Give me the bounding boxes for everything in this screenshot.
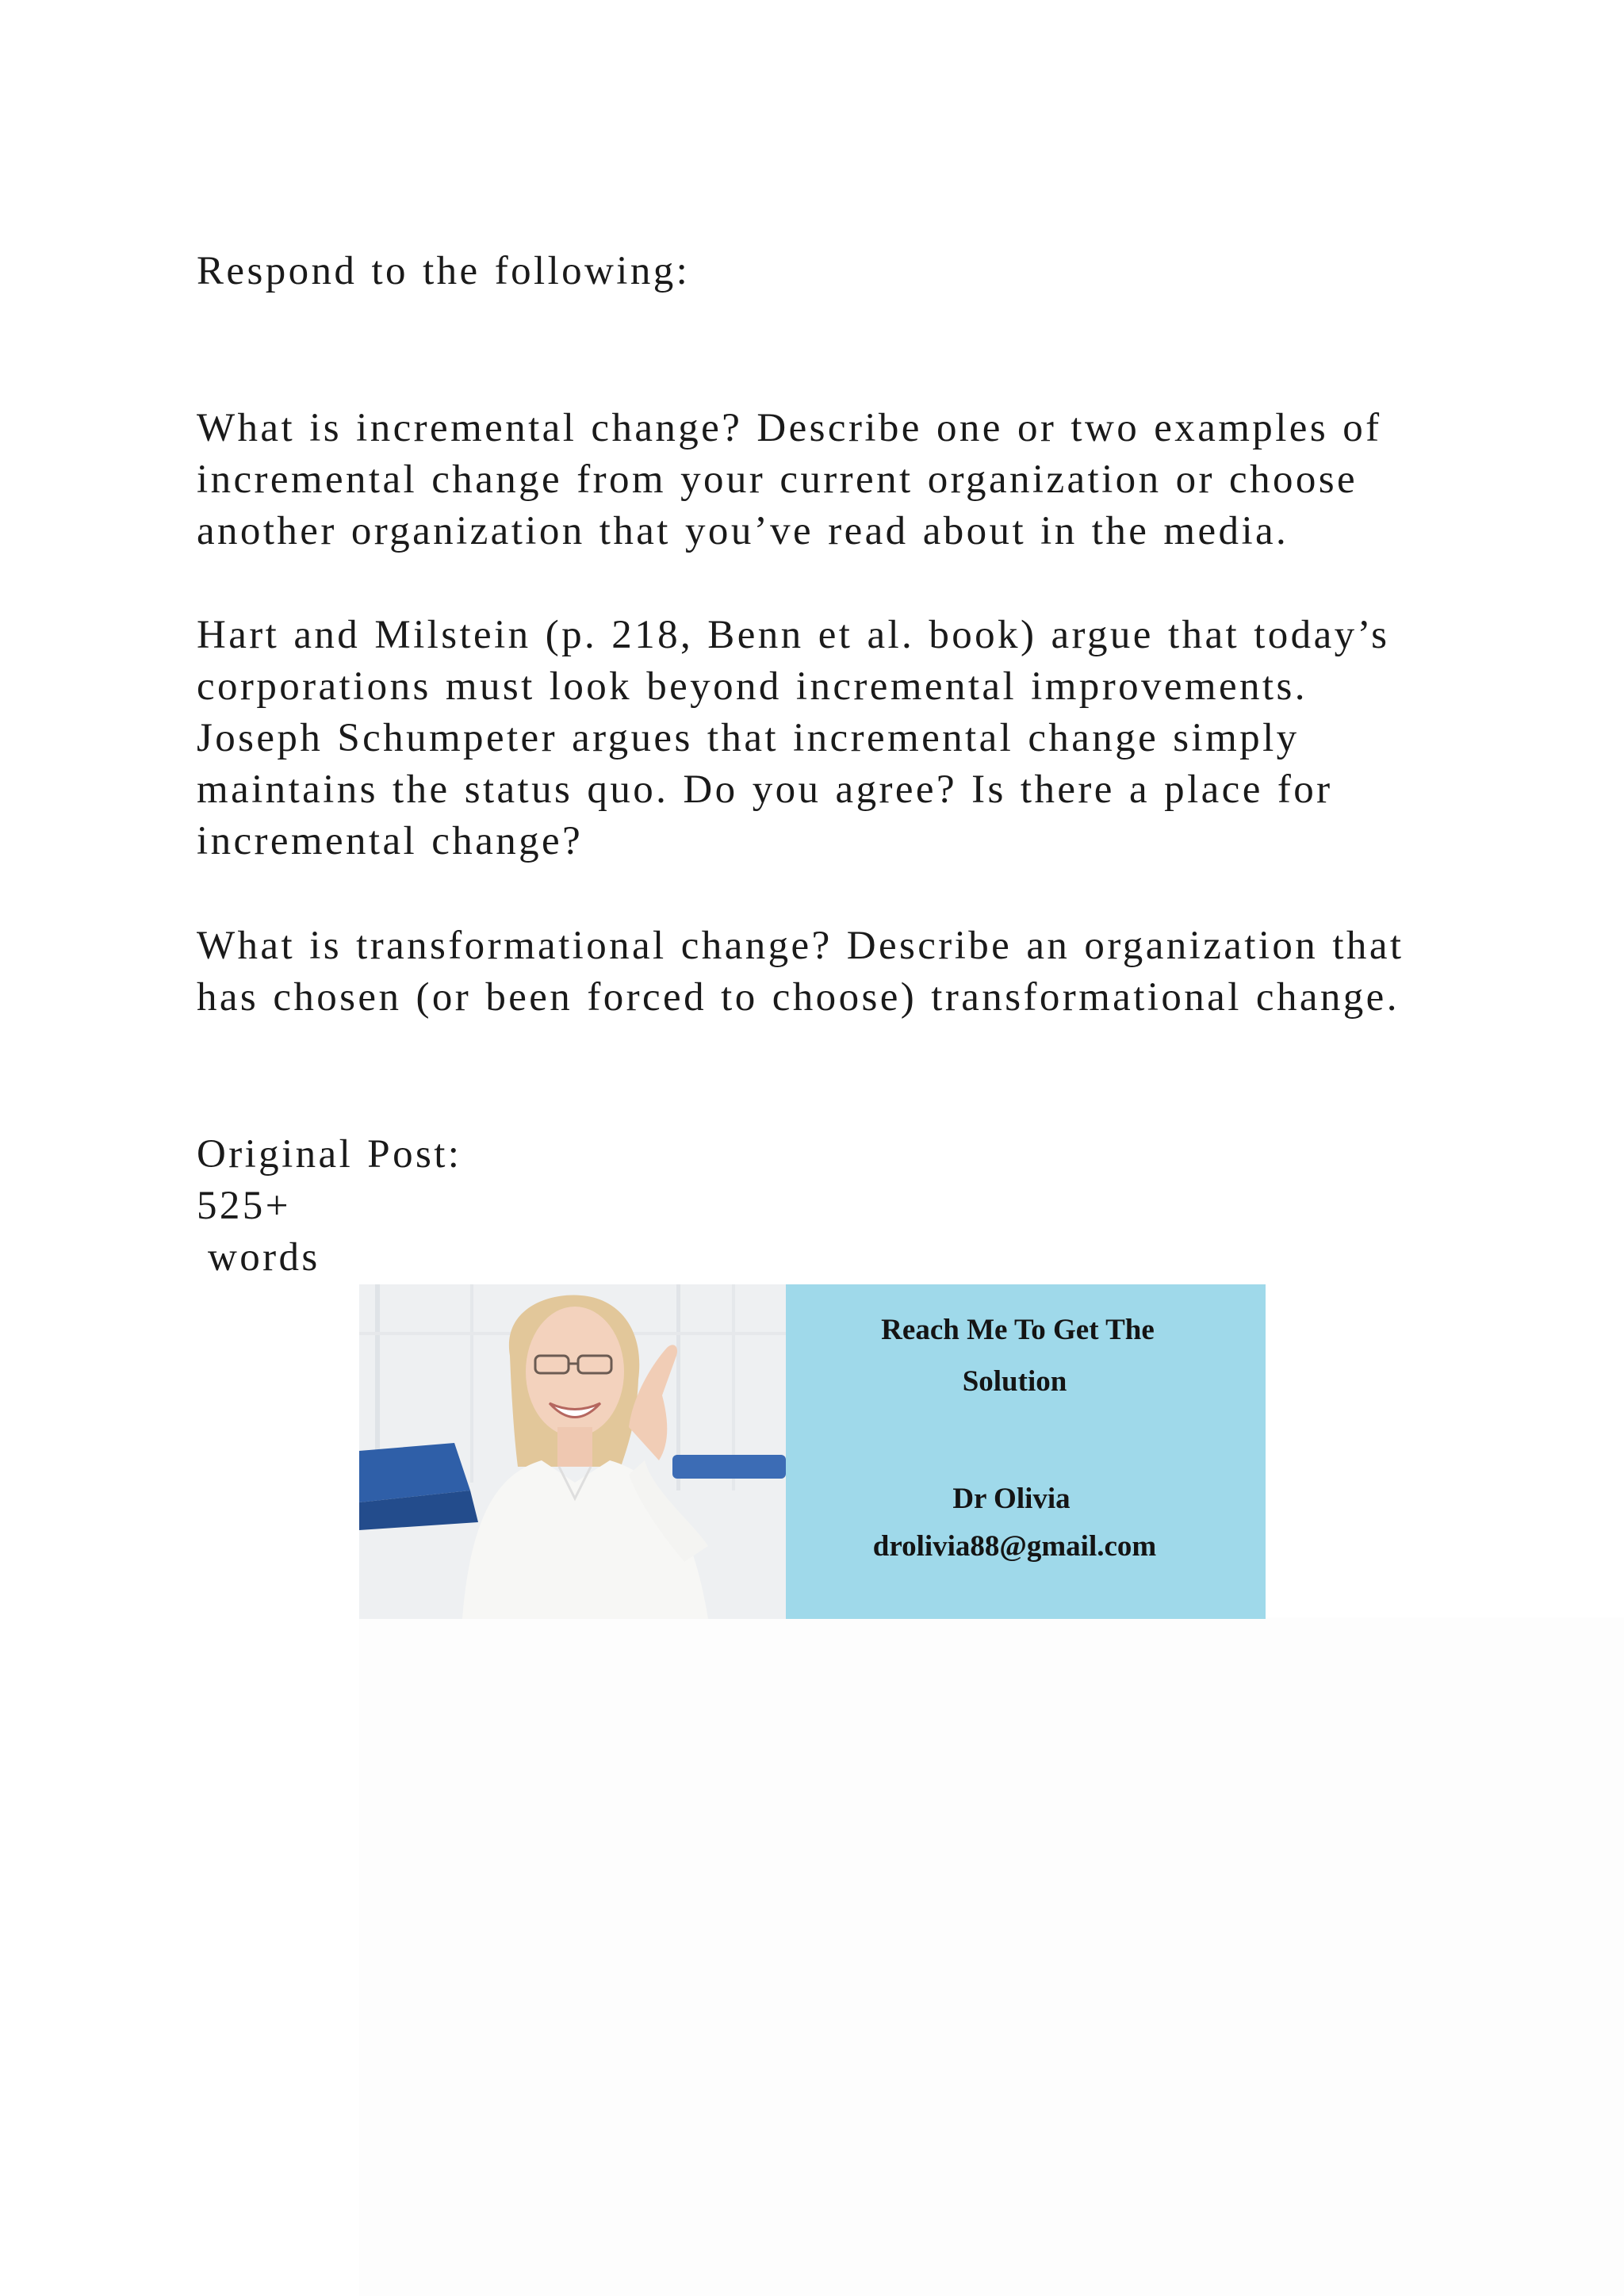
smiling-woman-photo-icon [359,1284,786,1619]
question-incremental-change: What is incremental change? Describe one or two examples of incremental change from your current organization or choose another organization that you’ve read about in the media. [197,406,1382,553]
contact-info-panel [786,1284,1266,1619]
original-post-word-unit: words [208,1235,320,1280]
prompt-heading: Respond to the following: [197,249,691,293]
cta-line-2: Solution [962,1365,1067,1398]
original-post-word-count: 525+ [197,1184,291,1228]
contact-banner [359,1284,1266,1619]
original-post-label: Original Post: [197,1132,462,1177]
contact-email[interactable]: drolivia88@gmail.com [872,1530,1157,1563]
question-hart-milstein: Hart and Milstein (p. 218, Benn et al. book) argue that today’s corporations must look beyond incremental improvements. Joseph Schumpeter argues that incremental change simply maintains the status quo. Do you agree? Is there a place for incremental change? [197,613,1390,863]
contact-name: Dr Olivia [952,1483,1071,1515]
cta-line-1: Reach Me To Get The [881,1314,1155,1346]
background-panel [359,1617,1624,2296]
question-transformational-change: What is transformational change? Describe an organization that has chosen (or been forced to choose) transformational change. [197,924,1404,1020]
